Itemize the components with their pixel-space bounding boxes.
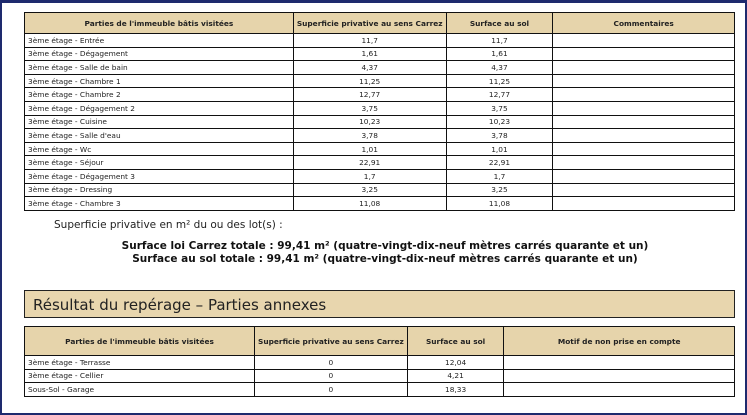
column-header: Surface au sol: [446, 13, 553, 34]
table-cell: [553, 74, 735, 88]
table-cell: 3,75: [446, 101, 553, 115]
table-cell: 3ème étage - Salle d'eau: [25, 129, 294, 143]
table-cell: 3ème étage - Terrasse: [25, 356, 255, 370]
table-cell: 3ème étage - Chambre 2: [25, 88, 294, 102]
table-row: [25, 142, 735, 156]
table-row: [25, 61, 735, 75]
total-carrez: Surface loi Carrez totale : 99,41 m² (quatre-vingt-dix-neuf mètres carrés quarante et un): [121, 240, 649, 252]
column-header: Parties de l'immeuble bâtis visitées: [25, 13, 294, 34]
table-row: [25, 356, 735, 370]
table-cell: 22,91: [293, 156, 446, 170]
column-header: Superficie privative au sens Carrez: [255, 327, 408, 356]
table-row: [25, 101, 735, 115]
table-cell: 12,77: [446, 88, 553, 102]
table-cell: 3,78: [293, 129, 446, 143]
table-cell: 4,21: [407, 369, 504, 383]
table-cell: 3ème étage - Séjour: [25, 156, 294, 170]
table-cell: 4,37: [446, 61, 553, 75]
table-cell: 11,7: [293, 34, 446, 48]
table-cell: 11,08: [446, 197, 553, 211]
parties-privatives-table: [24, 12, 735, 211]
table-row: [25, 34, 735, 48]
table-cell: 1,01: [446, 142, 553, 156]
table-cell: 0: [255, 369, 408, 383]
table-cell: 3ème étage - Cuisine: [25, 115, 294, 129]
table-cell: 11,25: [446, 74, 553, 88]
table-cell: 10,23: [293, 115, 446, 129]
table-cell: 3ème étage - Chambre 3: [25, 197, 294, 211]
column-header: Commentaires: [553, 13, 735, 34]
table-cell: 1,7: [446, 169, 553, 183]
table-cell: 3ème étage - Entrée: [25, 34, 294, 48]
table-cell: 1,01: [293, 142, 446, 156]
table-cell: [504, 356, 735, 370]
table-cell: 3ème étage - Dégagement: [25, 47, 294, 61]
table-cell: 3ème étage - Chambre 1: [25, 74, 294, 88]
section-title: Résultat du repérage – Parties annexes: [24, 290, 735, 318]
table-cell: [553, 115, 735, 129]
table-cell: 3ème étage - Dégagement 2: [25, 101, 294, 115]
table-cell: 3,25: [293, 183, 446, 197]
table-cell: 1,61: [293, 47, 446, 61]
table-cell: 1,7: [293, 169, 446, 183]
table-cell: [553, 156, 735, 170]
column-header: Parties de l'immeuble bâtis visitées: [25, 327, 255, 356]
table-row: [25, 183, 735, 197]
table-cell: 11,7: [446, 34, 553, 48]
table-cell: 12,04: [407, 356, 504, 370]
table-cell: [553, 61, 735, 75]
table-cell: 10,23: [446, 115, 553, 129]
table-cell: 12,77: [293, 88, 446, 102]
table-cell: 3,75: [293, 101, 446, 115]
table-cell: [553, 34, 735, 48]
table-cell: 3ème étage - Cellier: [25, 369, 255, 383]
table-cell: 3ème étage - Dressing: [25, 183, 294, 197]
table-cell: 3,78: [446, 129, 553, 143]
table-cell: 3,25: [446, 183, 553, 197]
table-cell: 4,37: [293, 61, 446, 75]
table-cell: [553, 142, 735, 156]
table-row: [25, 383, 735, 397]
table-row: [25, 156, 735, 170]
table-cell: [553, 129, 735, 143]
total-sol: Surface au sol totale : 99,41 m² (quatre-vingt-dix-neuf mètres carrés quarante et un): [132, 253, 638, 265]
table-row: [25, 197, 735, 211]
table-row: [25, 74, 735, 88]
table-cell: 11,08: [293, 197, 446, 211]
table-cell: Sous-Sol - Garage: [25, 383, 255, 397]
table-row: [25, 88, 735, 102]
table-cell: 3ème étage - Salle de bain: [25, 61, 294, 75]
table-cell: 0: [255, 383, 408, 397]
table-row: [25, 47, 735, 61]
parties-annexes-table: [24, 326, 735, 397]
table-cell: [553, 88, 735, 102]
table-cell: [553, 169, 735, 183]
table-cell: [553, 101, 735, 115]
column-header: Motif de non prise en compte: [504, 327, 735, 356]
column-header: Surface au sol: [407, 327, 504, 356]
table-cell: 1,61: [446, 47, 553, 61]
table-cell: [553, 47, 735, 61]
table-cell: [504, 383, 735, 397]
table-cell: 22,91: [446, 156, 553, 170]
table-cell: 0: [255, 356, 408, 370]
superficie-intro: Superficie privative en m² du ou des lot(s) :: [54, 219, 283, 231]
table-cell: [553, 197, 735, 211]
table-cell: 11,25: [293, 74, 446, 88]
table-cell: [553, 183, 735, 197]
table-cell: [504, 369, 735, 383]
column-header: Superficie privative au sens Carrez: [293, 13, 446, 34]
table-cell: 3ème étage - Dégagement 3: [25, 169, 294, 183]
table-row: [25, 169, 735, 183]
table-cell: 3ème étage - Wc: [25, 142, 294, 156]
table-cell: 18,33: [407, 383, 504, 397]
table-row: [25, 129, 735, 143]
table-row: [25, 369, 735, 383]
table-row: [25, 115, 735, 129]
